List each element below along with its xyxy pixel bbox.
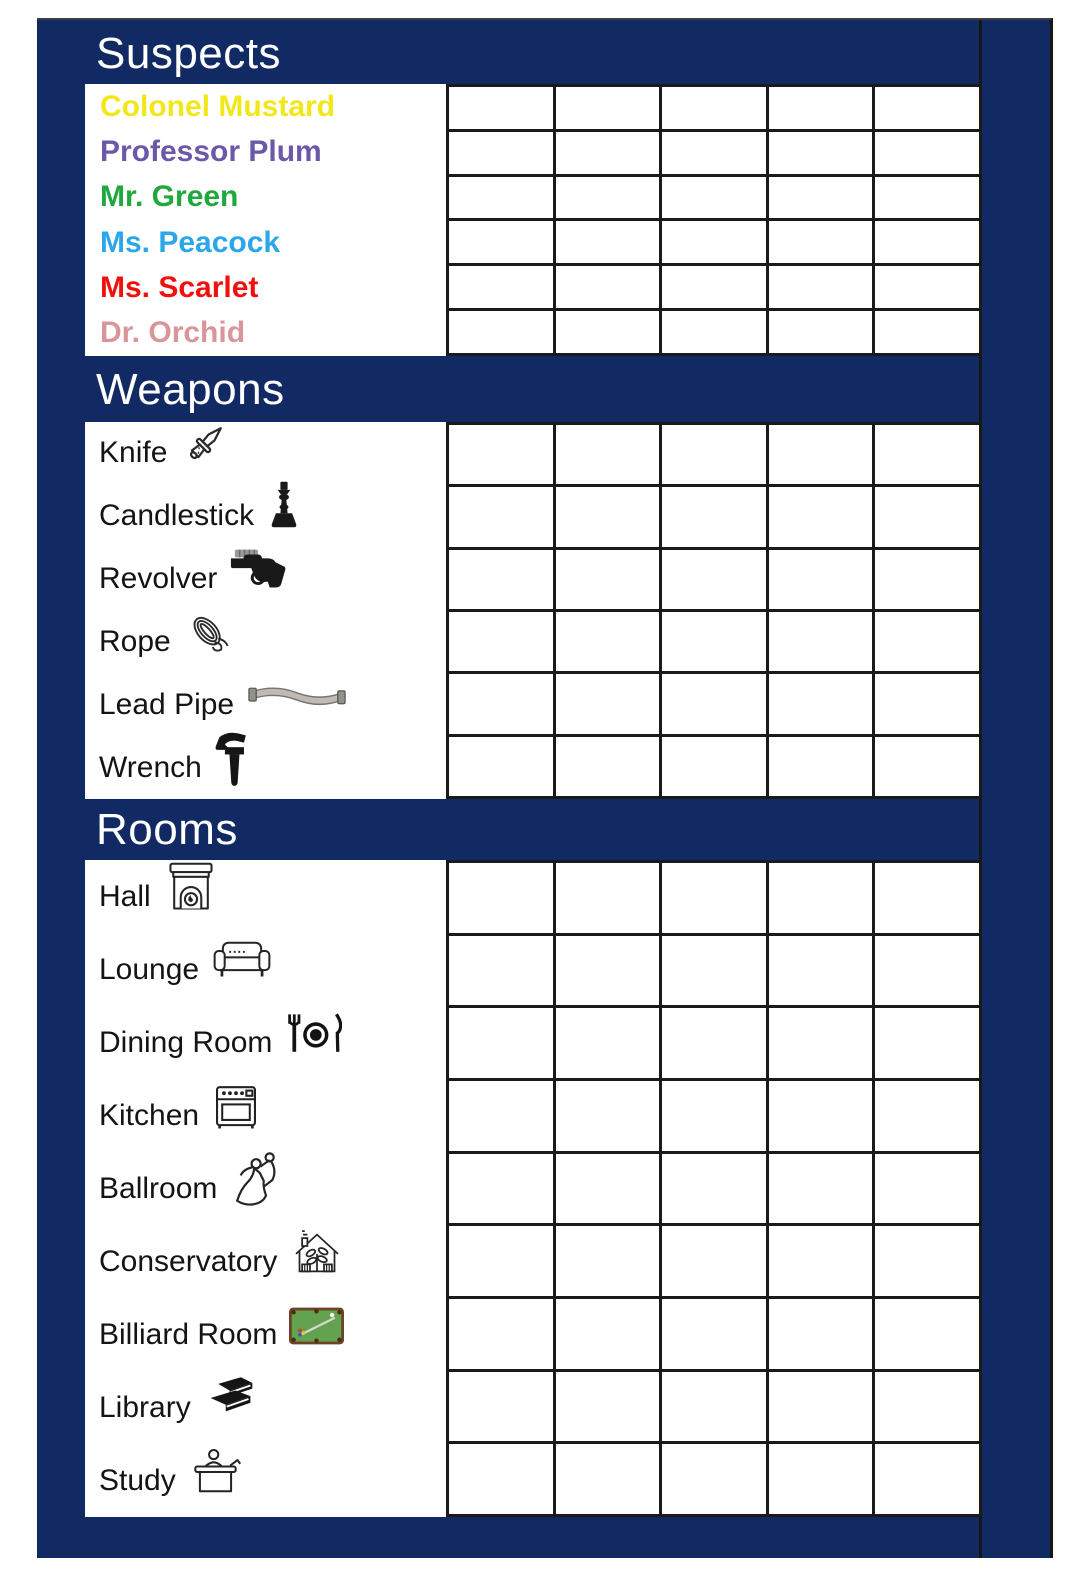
- room-name: Ballroom: [99, 1171, 218, 1205]
- suspects-grid: [446, 84, 982, 356]
- grid-cell[interactable]: [662, 737, 766, 796]
- billiard-table-icon: [289, 1307, 344, 1345]
- grid-cell[interactable]: [875, 266, 979, 308]
- room-row: [85, 1298, 446, 1371]
- grid-cell[interactable]: [556, 425, 660, 484]
- grid-cell[interactable]: [449, 737, 553, 796]
- grid-cell[interactable]: [875, 87, 979, 129]
- room-name: Kitchen: [99, 1098, 200, 1132]
- room-row: [85, 1371, 446, 1444]
- grid-cell[interactable]: [769, 612, 873, 671]
- knife-icon: [179, 418, 231, 470]
- grid-cell[interactable]: [556, 936, 660, 1006]
- grid-cell[interactable]: [556, 87, 660, 129]
- rooms-labels: [85, 860, 446, 1517]
- weapon-row: [85, 422, 446, 485]
- weapon-row: [85, 610, 446, 673]
- lounge-sofa-icon: [211, 939, 273, 983]
- suspect-row: [85, 175, 446, 220]
- grid-cell[interactable]: [875, 1444, 979, 1514]
- dining-room-icon: [284, 1012, 342, 1056]
- grid-cell[interactable]: [449, 132, 553, 174]
- grid-cell[interactable]: [769, 737, 873, 796]
- section-title-rooms: Rooms: [96, 805, 238, 854]
- grid-cell[interactable]: [662, 550, 766, 609]
- suspect-name: Mr. Green: [100, 180, 239, 214]
- grid-cell[interactable]: [556, 132, 660, 174]
- library-books-icon: [203, 1374, 258, 1424]
- grid-cell[interactable]: [769, 1299, 873, 1369]
- grid-cell[interactable]: [449, 674, 553, 733]
- suspects-section: [85, 84, 982, 356]
- grid-cell[interactable]: [449, 1226, 553, 1296]
- suspect-row: [85, 220, 446, 265]
- room-name: Dining Room: [99, 1025, 273, 1059]
- room-row: [85, 1152, 446, 1225]
- grid-cell[interactable]: [662, 1299, 766, 1369]
- grid-cell[interactable]: [449, 936, 553, 1006]
- grid-cell[interactable]: [556, 487, 660, 546]
- grid-cell[interactable]: [769, 1008, 873, 1078]
- grid-cell[interactable]: [662, 177, 766, 219]
- weapons-labels: [85, 422, 446, 799]
- grid-cell[interactable]: [662, 863, 766, 933]
- weapon-row: [85, 736, 446, 799]
- grid-cell[interactable]: [875, 487, 979, 546]
- grid-cell[interactable]: [875, 311, 979, 353]
- grid-cell[interactable]: [875, 425, 979, 484]
- grid-cell[interactable]: [556, 177, 660, 219]
- room-name: Billiard Room: [99, 1317, 278, 1351]
- grid-cell[interactable]: [769, 863, 873, 933]
- room-name: Study: [99, 1463, 176, 1497]
- grid-cell[interactable]: [769, 266, 873, 308]
- weapon-name: Lead Pipe: [99, 687, 235, 721]
- room-name: Conservatory: [99, 1244, 278, 1278]
- weapon-name: Candlestick: [99, 499, 255, 533]
- suspect-name: Dr. Orchid: [100, 316, 246, 350]
- grid-cell[interactable]: [449, 1299, 553, 1369]
- room-row: [85, 860, 446, 933]
- grid-cell[interactable]: [875, 1226, 979, 1296]
- grid-cell[interactable]: [449, 1154, 553, 1224]
- grid-cell[interactable]: [556, 863, 660, 933]
- grid-cell[interactable]: [449, 487, 553, 546]
- suspect-row: [85, 84, 446, 129]
- grid-cell[interactable]: [449, 177, 553, 219]
- wrench-icon: [214, 731, 254, 787]
- room-row: [85, 1225, 446, 1298]
- hall-fireplace-icon: [163, 861, 219, 915]
- grid-cell[interactable]: [449, 550, 553, 609]
- room-name: Lounge: [99, 952, 200, 986]
- suspect-row: [85, 311, 446, 356]
- grid-cell[interactable]: [875, 1081, 979, 1151]
- ballroom-dancers-icon: [229, 1150, 285, 1210]
- grid-cell[interactable]: [875, 1372, 979, 1442]
- grid-cell[interactable]: [875, 737, 979, 796]
- grid-cell[interactable]: [662, 612, 766, 671]
- weapon-name: Wrench: [99, 750, 202, 784]
- weapons-section: [85, 422, 982, 799]
- suspect-row: [85, 265, 446, 310]
- grid-cell[interactable]: [556, 612, 660, 671]
- grid-cell[interactable]: [769, 674, 873, 733]
- rope-icon: [183, 607, 235, 659]
- kitchen-stove-icon: [211, 1082, 261, 1132]
- suspect-name: Ms. Peacock: [100, 225, 281, 259]
- room-row: [85, 1444, 446, 1517]
- grid-cell[interactable]: [662, 425, 766, 484]
- grid-cell[interactable]: [449, 1008, 553, 1078]
- grid-cell[interactable]: [449, 1372, 553, 1442]
- grid-cell[interactable]: [662, 1444, 766, 1514]
- weapon-row: [85, 485, 446, 548]
- grid-cell[interactable]: [449, 863, 553, 933]
- grid-cell[interactable]: [449, 612, 553, 671]
- grid-cell[interactable]: [769, 1372, 873, 1442]
- grid-cell[interactable]: [662, 132, 766, 174]
- grid-cell[interactable]: [449, 1444, 553, 1514]
- grid-cell[interactable]: [769, 1444, 873, 1514]
- room-name: Hall: [99, 879, 151, 913]
- grid-cell[interactable]: [556, 1081, 660, 1151]
- room-row: [85, 1079, 446, 1152]
- grid-cell[interactable]: [769, 487, 873, 546]
- grid-cell[interactable]: [769, 936, 873, 1006]
- grid-cell[interactable]: [449, 87, 553, 129]
- grid-cell[interactable]: [875, 132, 979, 174]
- suspect-row: [85, 129, 446, 174]
- grid-cell[interactable]: [556, 1226, 660, 1296]
- grid-cell[interactable]: [556, 266, 660, 308]
- grid-cell[interactable]: [662, 487, 766, 546]
- revolver-icon: [229, 546, 291, 594]
- grid-cell[interactable]: [556, 1372, 660, 1442]
- grid-cell[interactable]: [449, 266, 553, 308]
- grid-cell[interactable]: [875, 612, 979, 671]
- weapon-row: [85, 673, 446, 736]
- room-row: [85, 933, 446, 1006]
- grid-cell[interactable]: [875, 221, 979, 263]
- grid-cell[interactable]: [769, 311, 873, 353]
- grid-cell[interactable]: [875, 177, 979, 219]
- conservatory-icon: [289, 1227, 345, 1279]
- weapons-grid: [446, 422, 982, 799]
- section-title-weapons: Weapons: [96, 365, 285, 414]
- grid-cell[interactable]: [449, 221, 553, 263]
- grid-cell[interactable]: [662, 221, 766, 263]
- grid-cell[interactable]: [662, 87, 766, 129]
- suspects-labels: [85, 84, 446, 356]
- lead-pipe-icon: [246, 681, 348, 710]
- rooms-section: [85, 860, 982, 1517]
- grid-cell[interactable]: [769, 177, 873, 219]
- grid-cell[interactable]: [875, 1299, 979, 1369]
- grid-cell[interactable]: [449, 1081, 553, 1151]
- grid-cell[interactable]: [875, 936, 979, 1006]
- grid-cell[interactable]: [662, 674, 766, 733]
- grid-cell[interactable]: [875, 550, 979, 609]
- candlestick-icon: [266, 480, 302, 534]
- grid-cell[interactable]: [769, 132, 873, 174]
- grid-cell[interactable]: [769, 1154, 873, 1224]
- weapon-name: Rope: [99, 624, 171, 658]
- grid-cell[interactable]: [662, 266, 766, 308]
- grid-cell[interactable]: [556, 737, 660, 796]
- weapon-name: Knife: [99, 436, 168, 470]
- suspect-name: Professor Plum: [100, 134, 322, 168]
- grid-cell[interactable]: [556, 1154, 660, 1224]
- clue-scorecard: [37, 18, 1053, 1558]
- grid-cell[interactable]: [769, 550, 873, 609]
- grid-cell[interactable]: [769, 1081, 873, 1151]
- grid-cell[interactable]: [769, 221, 873, 263]
- grid-cell[interactable]: [449, 425, 553, 484]
- grid-cell[interactable]: [556, 1444, 660, 1514]
- weapon-name: Revolver: [99, 562, 218, 596]
- grid-cell[interactable]: [556, 1008, 660, 1078]
- grid-cell[interactable]: [875, 863, 979, 933]
- grid-cell[interactable]: [662, 1226, 766, 1296]
- grid-cell[interactable]: [662, 1372, 766, 1442]
- grid-cell[interactable]: [769, 1226, 873, 1296]
- grid-cell[interactable]: [875, 1008, 979, 1078]
- grid-cell[interactable]: [875, 674, 979, 733]
- grid-cell[interactable]: [875, 1154, 979, 1224]
- section-title-suspects: Suspects: [96, 29, 281, 78]
- grid-cell[interactable]: [556, 550, 660, 609]
- grid-cell[interactable]: [556, 674, 660, 733]
- grid-cell[interactable]: [769, 425, 873, 484]
- grid-cell[interactable]: [556, 221, 660, 263]
- grid-cell[interactable]: [556, 311, 660, 353]
- grid-cell[interactable]: [556, 1299, 660, 1369]
- grid-cell[interactable]: [662, 936, 766, 1006]
- grid-cell[interactable]: [662, 1154, 766, 1224]
- grid-cell[interactable]: [662, 1008, 766, 1078]
- weapon-row: [85, 548, 446, 611]
- rooms-grid: [446, 860, 982, 1517]
- grid-cell[interactable]: [449, 311, 553, 353]
- suspect-name: Ms. Scarlet: [100, 270, 259, 304]
- study-desk-icon: [188, 1447, 243, 1497]
- suspect-name: Colonel Mustard: [100, 89, 336, 123]
- room-name: Library: [99, 1390, 191, 1424]
- grid-cell[interactable]: [662, 1081, 766, 1151]
- grid-cell[interactable]: [662, 311, 766, 353]
- grid-cell[interactable]: [769, 87, 873, 129]
- room-row: [85, 1006, 446, 1079]
